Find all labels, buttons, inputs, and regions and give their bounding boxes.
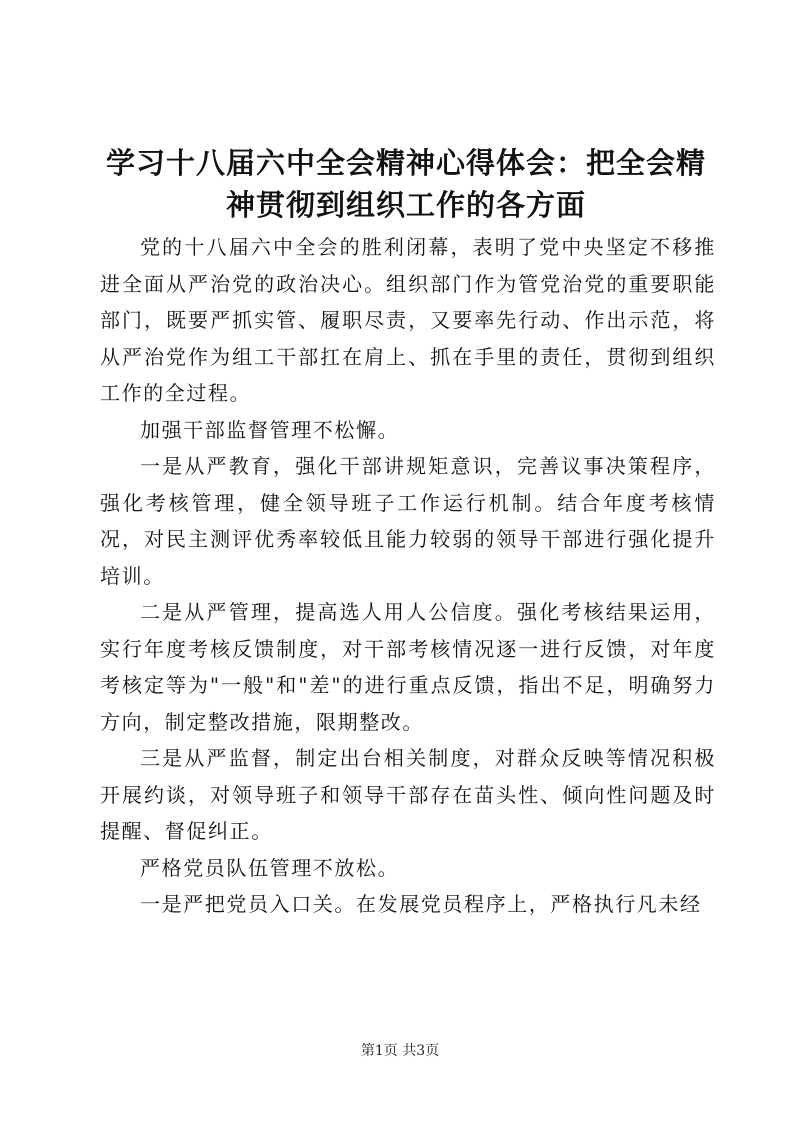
document-title: 学习十八届六中全会精神心得体会：把全会精神贯彻到组织工作的各方面 <box>105 146 706 222</box>
paragraph: 党的十八届六中全会的胜利闭幕，表明了党中央坚定不移推进全面从严治党的政治决心。组织部门作为管党治党的重要职能部门，既要严抓实管、履职尽责，又要率先行动、作出示范，将从严治党作为组工干部扛在肩上、抓在手里的责任，贯彻到组织工作的全过程。 <box>100 235 716 405</box>
page-number-footer: 第1页 共3页 <box>360 1043 440 1059</box>
paragraph: 三是从严监督，制定出台相关制度，对群众反映等情况积极开展约谈，对领导班子和领导干部存在苗头性、倾向性问题及时提醒、督促纠正。 <box>100 746 716 843</box>
paragraph: 二是从严管理，提高选人用人公信度。强化考核结果运用，实行年度考核反馈制度，对干部考核情况逐一进行反馈，对年度考核定等为"一般"和"差"的进行重点反馈，指出不足，明确努力方向，制定整改措施，限期整改。 <box>100 600 716 734</box>
section-heading: 严格党员队伍管理不放松。 <box>140 855 400 880</box>
paragraph: 一是严把党员入口关。在发展党员程序上，严格执行凡未经 <box>140 892 702 916</box>
document-body <box>100 229 716 923</box>
section-heading: 加强干部监督管理不松懈。 <box>140 417 400 442</box>
paragraph: 一是从严教育，强化干部讲规矩意识，完善议事决策程序，强化考核管理，健全领导班子工作运行机制。结合年度考核情况，对民主测评优秀率较低且能力较弱的领导干部进行强化提升培训。 <box>100 454 716 588</box>
